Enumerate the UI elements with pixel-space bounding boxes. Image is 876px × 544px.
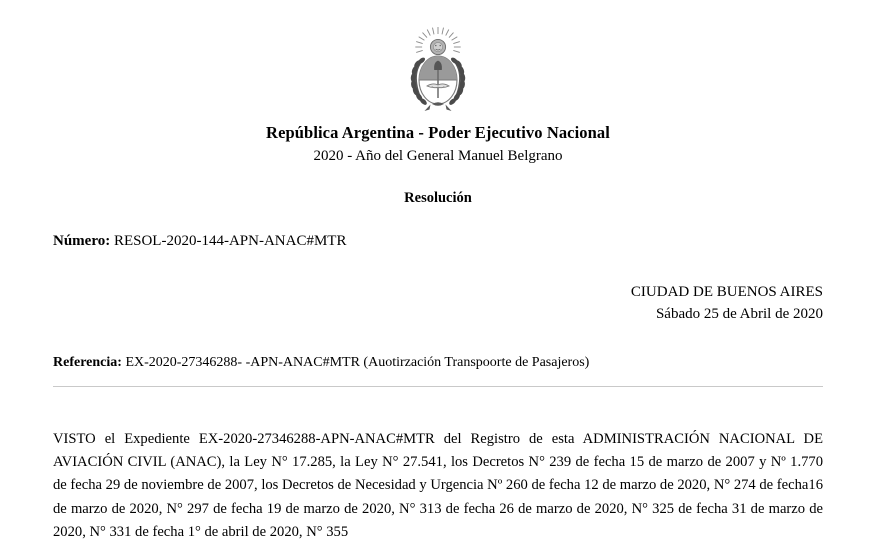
city-text: CIUDAD DE BUENOS AIRES <box>630 283 823 300</box>
number-value: RESOL-2020-144-APN-ANAC#MTR <box>113 232 347 249</box>
body-text-block <box>53 428 823 543</box>
body-paragraph: VISTO el Expediente EX-2020-27346288-APN-ANAC#MTR del Registro de esta ADMINISTRACIÓN NACIONAL DE AVIACIÓN CIVIL (ANAC), la Ley N° 17.285, la Ley N° 27.541, los Decretos N° 239 de fecha 15 de marzo de 2007 y Nº 1.770 de fecha 29 de noviembre de 2007, los Decretos de Necesidad y Urgencia Nº 260 de fecha 12 de marzo de 2020, N° 274 de fecha16 de marzo de 2020, N° 297 de fecha 19 de marzo de 2020, N° 313 de fecha 26 de marzo de 2020, N° 325 de fecha 31 de marzo de 2020, N° 331 de fecha 1° de abril de 2020, N° 355 <box>53 431 823 540</box>
document-content <box>0 231 876 544</box>
reference-row <box>53 353 823 373</box>
document-type-heading: Resolución <box>404 189 472 206</box>
number-row <box>53 231 823 252</box>
argentina-coat-of-arms-icon <box>396 24 480 116</box>
horizontal-divider <box>53 386 823 387</box>
reference-label: Referencia: <box>53 354 122 370</box>
number-label: Número: <box>53 232 111 249</box>
organization-title: República Argentina - Poder Ejecutivo Nacional <box>266 123 610 142</box>
emblem-container <box>0 0 876 116</box>
place-date-block <box>53 281 823 326</box>
reference-value: EX-2020-27346288- -APN-ANAC#MTR (Auotirzación Transpoorte de Pasajeros) <box>125 354 590 370</box>
year-motto: 2020 - Año del General Manuel Belgrano <box>313 148 563 165</box>
document-header <box>0 122 876 168</box>
date-text: Sábado 25 de Abril de 2020 <box>655 306 823 323</box>
